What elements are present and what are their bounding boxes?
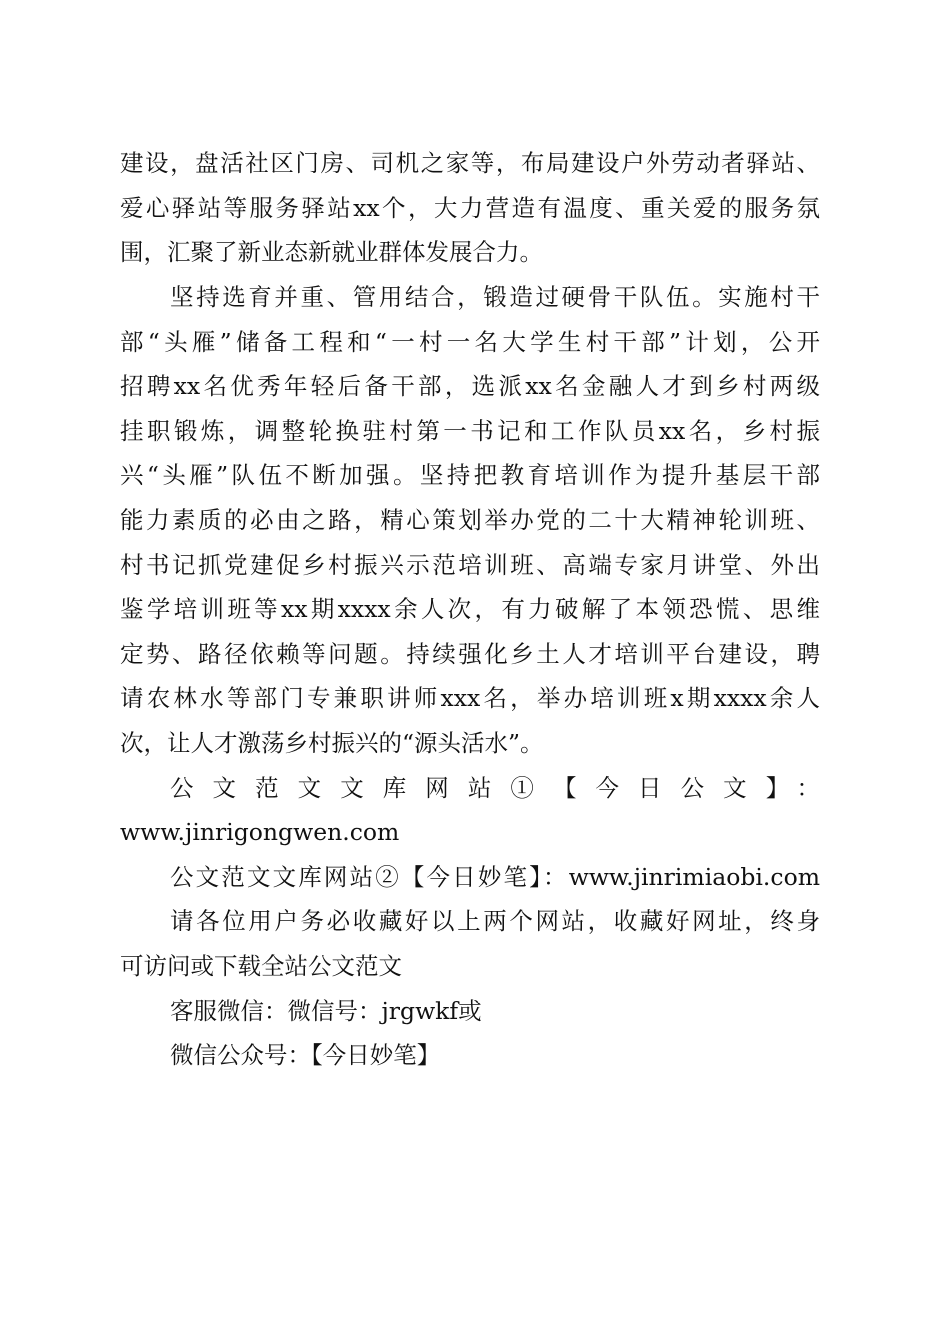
body-line: 定势、路径依赖等问题。持续强化乡土人才培训平台建设，聘 [120,640,820,668]
body-line: 围，汇聚了新业态新就业群体发展合力。 [120,238,543,266]
body-line: 次，让人才激荡乡村振兴的“源头活水”。 [120,729,544,757]
body-line: 请农林水等部门专兼职讲师xxx名，举办培训班x期xxxx余人 [120,684,820,712]
body-line: 建设，盘活社区门房、司机之家等，布局建设户外劳动者驿站、 [120,149,820,177]
body-line: 能力素质的必由之路，精心策划举办党的二十大精神轮训班、 [120,506,820,534]
body-line: 挂职锻炼，调整轮换驻村第一书记和工作队员xx名，乡村振 [120,417,820,445]
website-one-url[interactable]: www.jinrigongwen.com [120,818,400,846]
website-two-line[interactable]: 公文范文文库网站②【今日妙笔】：www.jinrimiaobi.com [170,863,820,891]
body-line: 招聘xx名优秀年轻后备干部，选派xx名金融人才到乡村两级 [120,372,820,400]
body-line: 村书记抓党建促乡村振兴示范培训班、高端专家月讲堂、外出 [120,551,820,579]
body-line: 爱心驿站等服务驿站xx个，大力营造有温度、重关爱的服务氛 [120,194,820,222]
body-line: 鉴学培训班等xx期xxxx余人次，有力破解了本领恐慌、思维 [120,595,820,623]
body-line: 部“头雁”储备工程和“一村一名大学生村干部”计划，公开 [120,328,820,356]
wechat-official-account: 微信公众号：【今日妙笔】 [170,1041,441,1069]
website-one-label: 公文范文文库网站①【今日公文】： [170,774,820,802]
bookmark-notice-line: 请各位用户务必收藏好以上两个网站，收藏好网址，终身 [170,907,820,935]
bookmark-notice-line: 可访问或下载全站公文范文 [120,952,402,980]
customer-service-wechat: 客服微信：微信号：jrgwkf或 [170,997,482,1025]
paragraph-first-line: 坚持选育并重、管用结合，锻造过硬骨干队伍。实施村干 [170,283,820,311]
body-line: 兴“头雁”队伍不断加强。坚持把教育培训作为提升基层干部 [120,461,820,489]
